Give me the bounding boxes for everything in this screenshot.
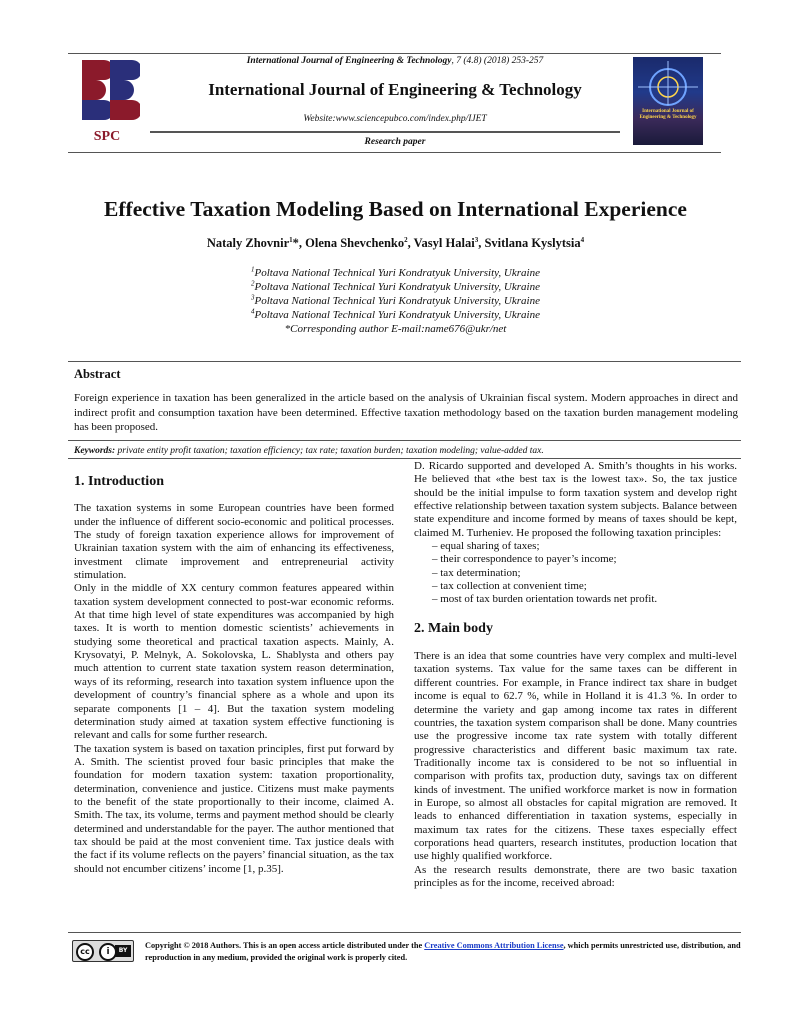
left-column <box>74 474 394 876</box>
section-heading-introduction: 1. Introduction <box>74 474 164 489</box>
footer-rule <box>68 932 741 933</box>
paper-title: Effective Taxation Modeling Based on International Experience <box>104 197 687 221</box>
corresponding-author: *Corresponding author E-mail:name676@ukr/net <box>284 323 507 335</box>
article-type: Research paper <box>364 137 426 147</box>
right-column <box>414 460 737 890</box>
journal-cover-image <box>633 57 703 145</box>
copyright-notice: Copyright © 2018 Authors. This is an open access article distributed under the Creative Commons Attribution License, which permits unrestricted use, distribution, and reproduction in any medium, provided the original work is properly cited. <box>145 941 741 962</box>
abstract-heading: Abstract <box>74 367 121 381</box>
list-item: – tax collection at convenient time; <box>432 580 587 593</box>
affiliation: $^4$Poltava National Technical Yuri Kondratyuk University, Ukraine <box>251 307 540 321</box>
header-bottom-rule <box>68 152 721 153</box>
by-label: BY <box>115 945 131 957</box>
section-heading-main-body: 2. Main body <box>414 620 493 636</box>
body-paragraph: There is an idea that some countries have very complex and multi-level taxation systems. Tax value for the same taxes can be different in different countries. For example, in France indirect tax share in budget income is equal to 62.7 %, while in Holland it is 41.3 %. In order to determine the variety and gap among income tax rates in different countries, the taxation system comparison shall be done. Many countries use the progressive income tax rate system with totally different progressive characteristics and different basic maximum tax rate. Traditionally income tax is considered to be not so influential in comparison with profits tax, production duty, savings tax on different kinds of investment. The unified workforce market is now in formation in Europe, so almost all obstacles for capital migration are removed. It leads to enhanced differentiation in taxation systems, especially in maximum tax rates for the citizens. These taxes especially effect corporations head quarters, research institutes, production location that use highly qualified workforce. <box>414 650 737 863</box>
header-top-rule <box>68 53 721 54</box>
principles-list <box>414 540 737 607</box>
affiliation: $^1$Poltava National Technical Yuri Kondratyuk University, Ukraine <box>251 265 540 279</box>
abstract-bottom-rule <box>68 440 741 441</box>
author-name: Olena Shevchenko <box>305 236 405 250</box>
journal-website[interactable]: Website:www.sciencepubco.com/index.php/IJET <box>303 114 487 124</box>
journal-title: International Journal of Engineering & Technology <box>208 80 582 99</box>
abstract-text: Foreign experience in taxation has been generalized in the article based on the analysis of Ukrainian fiscal system. Modern approaches in direct and indirect profit and consumption taxation have been determined. Effective taxation methodology based on the taxation burden management modeling has been proposed. <box>74 392 738 433</box>
abstract-top-rule <box>68 361 741 362</box>
cover-graphic <box>633 57 703 107</box>
list-item: – most of tax burden orientation towards net profit. <box>432 593 658 606</box>
author-name: Nataly Zhovnir <box>206 236 290 250</box>
logo-text: SPC <box>93 129 121 144</box>
intro-paragraph: Only in the middle of XX century common features appeared within taxation system development connected to post-war economic reforms. At that time high level of state expenditures was accompanied by high taxes. It is worth to mention domestic scientists’ achievements in studying some theoretical and practical taxation aspects. Mainly, A. Krysovatyi, P. Melnyk, A. Sokolovska, L. Shablysta and others pay much attention to current state taxation system reason determination, ways of its reforming, research into taxation system influence upon the development of country’s financial sphere as a whole and upon its separate components [1 – 4]. But the taxation system modeling determination study aimed at taxation system effective functioning is relevant and calls for some further research. <box>74 582 394 742</box>
affiliation: $^3$Poltava National Technical Yuri Kondratyuk University, Ukraine <box>251 293 540 307</box>
keywords: Keywords: private entity profit taxation; taxation efficiency; tax rate; taxation burden; taxation modeling; value-added tax. <box>74 446 544 456</box>
spc-logo <box>74 56 140 146</box>
list-item: – tax determination; <box>432 566 521 579</box>
cc-by-license-badge[interactable] <box>72 940 134 962</box>
cc-icon: cc <box>76 943 94 961</box>
author-name: Svitlana Kyslytsia <box>484 236 581 250</box>
keywords-rule <box>68 458 741 459</box>
body-paragraph: As the research results demonstrate, there are two basic taxation principles as for the income, received abroad: <box>414 863 737 889</box>
license-link[interactable]: Creative Commons Attribution License <box>424 941 564 950</box>
list-item: – their correspondence to payer’s income; <box>432 553 617 566</box>
cover-text: International Journal of Engineering & Technology <box>639 109 697 120</box>
body-paragraph: D. Ricardo supported and developed A. Smith’s thoughts in his works. He believed that «the best tax is the lowest tax». So, the tax justice should be the initial impulse to form taxation system and develop right effective relationship between taxation system subjects. Balance between state expenditure and income formed by means of taxes should be kept, claimed M. Turheniev. He proposed the following taxation principles: <box>414 460 737 539</box>
intro-paragraph: The taxation system is based on taxation principles, first put forward by A. Smith. The scientist proved four basic principles that make the foundation for modern taxation system: taxation proportionality, determination, convenience and justice. Citizens must make payments to the benefit of the state proportionally to their income, claimed A. Smith. The tax, its volume, terms and payment method should be clearly determined and understandable for the payer. The author mentioned that tax should be paid at the most convenient time. Tax justice deals with the fact if its volume reflects on the payers’ financial situation, as the tax should not encumber citizens’ income [1, p.35]. <box>74 742 394 875</box>
affiliation: $^2$Poltava National Technical Yuri Kondratyuk University, Ukraine <box>251 279 540 293</box>
author-list: Nataly Zhovnir$^1$*, Olena Shevchenko$^2$, Vasyl Halai$^3$, Svitlana Kyslytsia$^4$ <box>206 235 585 250</box>
journal-citation: International Journal of Engineering & Technology, 7 (4.8) (2018) 253-257 <box>246 56 544 66</box>
author-name: Vasyl Halai <box>413 236 475 250</box>
header-mid-rule <box>150 131 620 133</box>
intro-paragraph: The taxation systems in some European countries have been formed under the influence of different socio-economic and political processes. The study of foreign taxation experience allows for improvement of Ukrainian taxation system with the aim of enhancing its effectiveness, investment climate improvement and entrepreneurial activity stimulation. <box>74 502 394 582</box>
attribution-person-icon: i <box>99 943 117 961</box>
list-item: – equal sharing of taxes; <box>432 540 540 553</box>
